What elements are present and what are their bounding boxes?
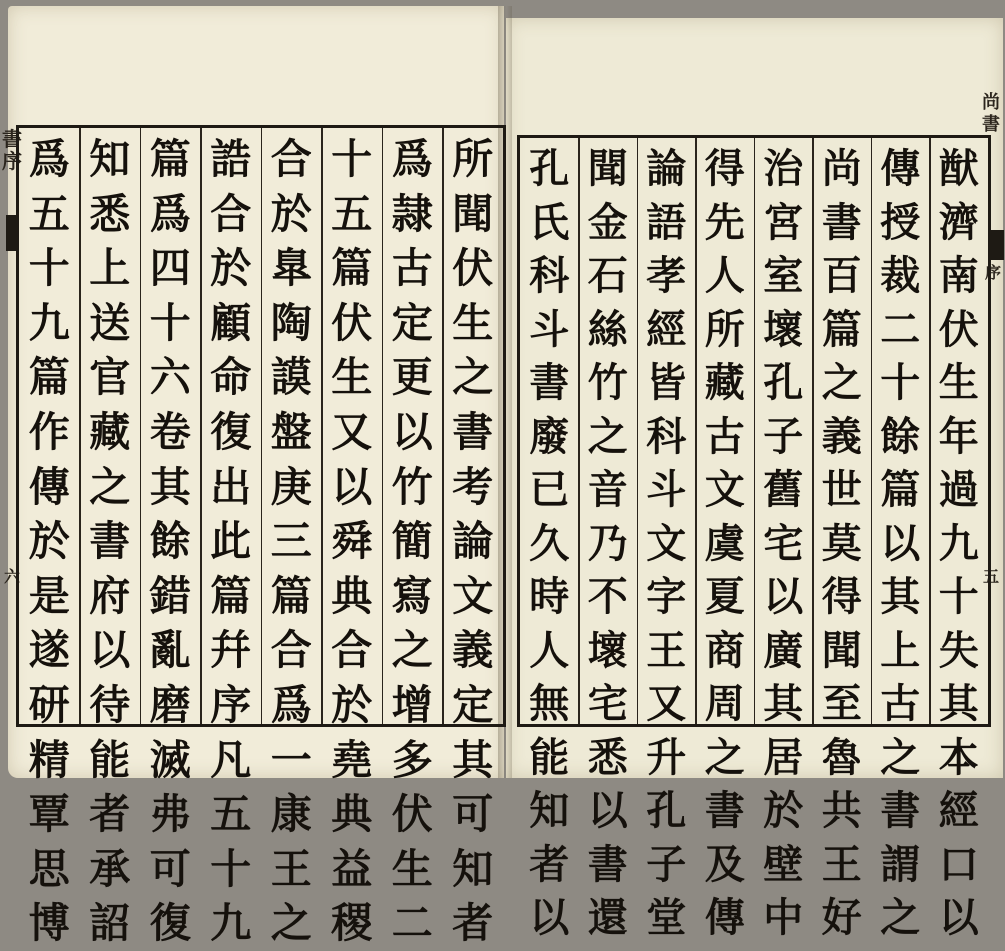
column-character: 書 bbox=[587, 840, 628, 888]
column-character: 藏 bbox=[89, 407, 131, 456]
column-character: 其 bbox=[149, 462, 191, 511]
column-character: 幷 bbox=[210, 626, 252, 675]
column-character: 篇 bbox=[880, 466, 921, 513]
column-character: 之 bbox=[880, 894, 921, 941]
column-character: 定 bbox=[452, 680, 494, 729]
column-character: 義 bbox=[452, 626, 494, 675]
column-character: 共 bbox=[821, 787, 862, 834]
left-page-number: 六 bbox=[3, 567, 20, 586]
column-divider bbox=[442, 128, 444, 724]
column-character: 生 bbox=[452, 298, 494, 347]
text-column bbox=[581, 142, 636, 945]
column-character: 誥 bbox=[210, 135, 252, 183]
text-column bbox=[384, 132, 441, 951]
column-character: 壞 bbox=[587, 626, 628, 674]
column-character: 五 bbox=[210, 790, 252, 839]
column-character: 復 bbox=[210, 407, 252, 456]
column-character: 以 bbox=[89, 626, 131, 675]
column-character: 寫 bbox=[391, 571, 433, 620]
column-character: 堯 bbox=[331, 735, 373, 784]
column-character: 合 bbox=[210, 189, 252, 238]
column-character: 遂 bbox=[28, 626, 70, 675]
column-character: 又 bbox=[646, 680, 687, 727]
text-column bbox=[324, 132, 381, 951]
column-character: 以 bbox=[587, 787, 628, 834]
text-column bbox=[445, 132, 502, 951]
column-character: 者 bbox=[452, 899, 494, 948]
column-divider bbox=[929, 138, 931, 724]
column-character: 九 bbox=[28, 298, 70, 347]
column-character: 此 bbox=[210, 517, 252, 566]
column-character: 王 bbox=[270, 844, 312, 893]
column-character: 其 bbox=[452, 735, 494, 784]
column-character: 三 bbox=[270, 517, 312, 566]
column-character: 所 bbox=[704, 305, 745, 353]
column-character: 王 bbox=[646, 626, 687, 674]
column-character: 出 bbox=[210, 462, 252, 511]
column-character: 篇 bbox=[149, 135, 191, 183]
column-character: 石 bbox=[587, 252, 628, 299]
column-divider bbox=[140, 128, 142, 724]
column-character: 世 bbox=[821, 466, 862, 513]
left-margin-marker bbox=[6, 215, 16, 251]
column-character: 科 bbox=[646, 412, 687, 460]
column-character: 好 bbox=[821, 894, 862, 941]
column-character: 虞 bbox=[704, 519, 745, 567]
column-character: 亂 bbox=[149, 626, 191, 675]
column-character: 多 bbox=[391, 735, 433, 784]
column-character: 爲 bbox=[391, 135, 433, 183]
column-character: 書 bbox=[529, 359, 570, 406]
column-character: 子 bbox=[763, 412, 804, 460]
column-character: 周 bbox=[704, 680, 745, 727]
column-character: 覃 bbox=[28, 790, 70, 839]
column-character: 孔 bbox=[646, 787, 687, 834]
column-character: 二 bbox=[391, 899, 433, 948]
column-character: 五 bbox=[28, 189, 70, 238]
column-character: 一 bbox=[270, 735, 312, 784]
column-character: 五 bbox=[331, 189, 373, 238]
column-character: 篇 bbox=[331, 244, 373, 293]
column-character: 悉 bbox=[89, 189, 131, 238]
column-divider bbox=[321, 128, 323, 724]
column-character: 莫 bbox=[821, 519, 862, 567]
column-character: 研 bbox=[28, 680, 70, 729]
column-character: 授 bbox=[880, 198, 921, 246]
column-character: 音 bbox=[587, 466, 628, 513]
column-divider bbox=[871, 138, 873, 724]
column-character: 可 bbox=[149, 844, 191, 893]
text-column bbox=[698, 142, 753, 945]
column-character: 知 bbox=[89, 135, 131, 183]
column-character: 王 bbox=[821, 840, 862, 888]
right-text-frame bbox=[517, 135, 991, 941]
column-character: 益 bbox=[331, 844, 373, 893]
column-character: 孔 bbox=[763, 359, 804, 406]
column-character: 書 bbox=[821, 198, 862, 246]
column-character: 可 bbox=[452, 790, 494, 839]
column-character: 斗 bbox=[646, 466, 687, 513]
column-character: 稷 bbox=[331, 899, 373, 948]
column-character: 者 bbox=[89, 790, 131, 839]
column-character: 簡 bbox=[391, 517, 433, 566]
column-character: 十 bbox=[880, 359, 921, 406]
column-character: 於 bbox=[270, 189, 312, 238]
column-character: 古 bbox=[880, 680, 921, 727]
right-page-side-label: 尚書 bbox=[982, 92, 1000, 135]
text-column bbox=[873, 142, 928, 945]
column-character: 府 bbox=[89, 571, 131, 620]
column-character: 得 bbox=[821, 573, 862, 620]
column-character: 傳 bbox=[704, 894, 745, 941]
column-character: 先 bbox=[704, 198, 745, 246]
column-character: 南 bbox=[938, 252, 979, 299]
column-character: 經 bbox=[938, 787, 979, 834]
column-character: 書 bbox=[452, 407, 494, 456]
column-character: 竹 bbox=[587, 359, 628, 406]
column-character: 篇 bbox=[270, 571, 312, 620]
column-character: 考 bbox=[452, 462, 494, 511]
column-character: 於 bbox=[28, 517, 70, 566]
column-character: 廢 bbox=[529, 412, 570, 460]
column-character: 口 bbox=[938, 840, 979, 888]
column-character: 伏 bbox=[331, 298, 373, 347]
column-character: 序 bbox=[210, 680, 252, 729]
column-character: 復 bbox=[149, 899, 191, 948]
column-character: 失 bbox=[938, 626, 979, 674]
column-character: 聞 bbox=[587, 145, 628, 192]
column-character: 四 bbox=[149, 244, 191, 293]
text-column bbox=[21, 132, 78, 951]
column-character: 謂 bbox=[880, 840, 921, 888]
column-character: 其 bbox=[880, 573, 921, 620]
column-character: 堂 bbox=[646, 894, 687, 941]
column-character: 悉 bbox=[587, 733, 628, 781]
column-character: 上 bbox=[89, 244, 131, 293]
column-character: 九 bbox=[210, 899, 252, 948]
column-character: 伏 bbox=[391, 790, 433, 839]
column-divider bbox=[578, 138, 580, 724]
column-character: 於 bbox=[210, 244, 252, 293]
column-character: 還 bbox=[587, 894, 628, 941]
column-character: 又 bbox=[331, 407, 373, 456]
column-divider bbox=[637, 138, 639, 724]
column-character: 於 bbox=[331, 680, 373, 729]
column-character: 承 bbox=[89, 844, 131, 893]
column-character: 以 bbox=[763, 573, 804, 620]
column-character: 年 bbox=[938, 412, 979, 460]
column-character: 無 bbox=[529, 680, 570, 727]
column-character: 隷 bbox=[391, 189, 433, 238]
column-character: 氏 bbox=[529, 198, 570, 246]
column-character: 乃 bbox=[587, 519, 628, 567]
column-divider bbox=[695, 138, 697, 724]
column-character: 宅 bbox=[587, 680, 628, 727]
column-character: 其 bbox=[938, 680, 979, 727]
column-character: 合 bbox=[270, 135, 312, 183]
column-character: 藏 bbox=[704, 359, 745, 406]
column-character: 居 bbox=[763, 733, 804, 781]
text-column bbox=[639, 142, 694, 945]
column-character: 滅 bbox=[149, 735, 191, 784]
column-character: 文 bbox=[646, 519, 687, 567]
column-character: 得 bbox=[704, 145, 745, 192]
column-character: 壁 bbox=[763, 840, 804, 888]
column-character: 官 bbox=[89, 353, 131, 402]
column-character: 過 bbox=[938, 466, 979, 513]
column-divider bbox=[261, 128, 263, 724]
column-character: 陶 bbox=[270, 298, 312, 347]
column-character: 命 bbox=[210, 353, 252, 402]
column-character: 濟 bbox=[938, 198, 979, 246]
column-character: 生 bbox=[391, 844, 433, 893]
column-character: 思 bbox=[28, 844, 70, 893]
column-character: 舊 bbox=[763, 466, 804, 513]
column-character: 能 bbox=[89, 735, 131, 784]
column-character: 是 bbox=[28, 571, 70, 620]
column-character: 篇 bbox=[210, 571, 252, 620]
column-character: 其 bbox=[763, 680, 804, 727]
right-page-side-label-bottom: 序 bbox=[984, 263, 1001, 282]
column-character: 古 bbox=[704, 412, 745, 460]
column-character: 及 bbox=[704, 840, 745, 888]
column-character: 上 bbox=[880, 626, 921, 674]
column-character: 金 bbox=[587, 198, 628, 246]
column-character: 宮 bbox=[763, 198, 804, 246]
column-character: 商 bbox=[704, 626, 745, 674]
column-character: 論 bbox=[646, 145, 687, 192]
column-character: 字 bbox=[646, 573, 687, 620]
column-character: 已 bbox=[529, 466, 570, 513]
column-character: 舜 bbox=[331, 517, 373, 566]
column-character: 待 bbox=[89, 680, 131, 729]
column-character: 爲 bbox=[270, 680, 312, 729]
column-character: 典 bbox=[331, 790, 373, 839]
text-column bbox=[263, 132, 320, 951]
column-character: 之 bbox=[704, 733, 745, 781]
column-character: 六 bbox=[149, 353, 191, 402]
right-page-number: 五 bbox=[982, 567, 999, 586]
column-character: 爲 bbox=[28, 135, 70, 183]
column-character: 伏 bbox=[452, 244, 494, 293]
text-column bbox=[522, 142, 577, 945]
column-character: 二 bbox=[880, 305, 921, 353]
column-character: 之 bbox=[821, 359, 862, 406]
column-character: 人 bbox=[704, 252, 745, 299]
column-character: 文 bbox=[452, 571, 494, 620]
column-character: 猷 bbox=[938, 145, 979, 192]
column-character: 本 bbox=[938, 733, 979, 781]
column-character: 書 bbox=[704, 787, 745, 834]
column-character: 精 bbox=[28, 735, 70, 784]
column-character: 錯 bbox=[149, 571, 191, 620]
column-character: 斗 bbox=[529, 305, 570, 353]
column-divider bbox=[200, 128, 202, 724]
column-character: 篇 bbox=[28, 353, 70, 402]
column-character: 合 bbox=[270, 626, 312, 675]
column-character: 文 bbox=[704, 466, 745, 513]
column-character: 餘 bbox=[880, 412, 921, 460]
column-divider bbox=[79, 128, 81, 724]
column-character: 詔 bbox=[89, 899, 131, 948]
column-character: 以 bbox=[391, 407, 433, 456]
column-character: 廣 bbox=[763, 626, 804, 674]
column-character: 經 bbox=[646, 305, 687, 353]
column-character: 知 bbox=[452, 844, 494, 893]
column-character: 以 bbox=[529, 894, 570, 941]
column-character: 更 bbox=[391, 353, 433, 402]
column-character: 餘 bbox=[149, 517, 191, 566]
column-character: 十 bbox=[28, 244, 70, 293]
column-character: 治 bbox=[763, 145, 804, 192]
left-page-side-label: 書序 bbox=[2, 127, 22, 173]
column-character: 皆 bbox=[646, 359, 687, 406]
column-character: 以 bbox=[938, 894, 979, 941]
column-character: 作 bbox=[28, 407, 70, 456]
column-character: 十 bbox=[331, 135, 373, 183]
column-character: 十 bbox=[149, 298, 191, 347]
column-character: 書 bbox=[880, 787, 921, 834]
column-character: 絲 bbox=[587, 305, 628, 353]
column-character: 傳 bbox=[880, 145, 921, 192]
column-character: 謨 bbox=[270, 353, 312, 402]
column-character: 臯 bbox=[270, 244, 312, 293]
column-character: 伏 bbox=[938, 305, 979, 353]
column-character: 知 bbox=[529, 787, 570, 834]
column-divider bbox=[754, 138, 756, 724]
column-divider bbox=[812, 138, 814, 724]
column-character: 者 bbox=[529, 840, 570, 888]
column-character: 久 bbox=[529, 519, 570, 567]
column-character: 升 bbox=[646, 733, 687, 781]
right-margin-marker bbox=[990, 230, 1004, 260]
column-character: 孔 bbox=[529, 145, 570, 192]
column-character: 夏 bbox=[704, 573, 745, 620]
column-character: 子 bbox=[646, 840, 687, 888]
column-character: 能 bbox=[529, 733, 570, 781]
column-character: 博 bbox=[28, 899, 70, 948]
column-character: 義 bbox=[821, 412, 862, 460]
column-character: 生 bbox=[331, 353, 373, 402]
column-character: 送 bbox=[89, 298, 131, 347]
column-character: 至 bbox=[821, 680, 862, 727]
column-character: 生 bbox=[938, 359, 979, 406]
column-character: 弗 bbox=[149, 790, 191, 839]
column-character: 增 bbox=[391, 680, 433, 729]
column-character: 之 bbox=[270, 899, 312, 948]
column-character: 顧 bbox=[210, 298, 252, 347]
column-character: 卷 bbox=[149, 407, 191, 456]
column-character: 磨 bbox=[149, 680, 191, 729]
column-character: 以 bbox=[880, 519, 921, 567]
column-character: 凡 bbox=[210, 735, 252, 784]
column-character: 百 bbox=[821, 252, 862, 299]
column-character: 裁 bbox=[880, 252, 921, 299]
text-column bbox=[142, 132, 199, 951]
column-character: 宅 bbox=[763, 519, 804, 567]
text-column bbox=[203, 132, 260, 951]
column-character: 合 bbox=[331, 626, 373, 675]
column-character: 於 bbox=[763, 787, 804, 834]
column-character: 竹 bbox=[391, 462, 433, 511]
column-character: 盤 bbox=[270, 407, 312, 456]
column-character: 科 bbox=[529, 252, 570, 299]
column-character: 九 bbox=[938, 519, 979, 567]
column-character: 魯 bbox=[821, 733, 862, 781]
column-character: 之 bbox=[880, 733, 921, 781]
text-column bbox=[815, 142, 870, 945]
column-character: 之 bbox=[89, 462, 131, 511]
column-character: 庚 bbox=[270, 462, 312, 511]
column-character: 定 bbox=[391, 298, 433, 347]
column-character: 康 bbox=[270, 790, 312, 839]
column-character: 所 bbox=[452, 135, 494, 183]
column-character: 不 bbox=[587, 573, 628, 620]
column-character: 篇 bbox=[821, 305, 862, 353]
column-character: 十 bbox=[938, 573, 979, 620]
column-character: 論 bbox=[452, 517, 494, 566]
column-divider bbox=[382, 128, 384, 724]
column-character: 之 bbox=[391, 626, 433, 675]
column-character: 中 bbox=[763, 894, 804, 941]
column-character: 之 bbox=[452, 353, 494, 402]
column-character: 室 bbox=[763, 252, 804, 299]
column-character: 尚 bbox=[821, 145, 862, 192]
left-text-frame bbox=[16, 125, 506, 948]
column-character: 爲 bbox=[149, 189, 191, 238]
text-column bbox=[82, 132, 139, 951]
column-character: 時 bbox=[529, 573, 570, 620]
column-character: 壞 bbox=[763, 305, 804, 353]
column-character: 以 bbox=[331, 462, 373, 511]
text-column bbox=[756, 142, 811, 945]
column-character: 孝 bbox=[646, 252, 687, 299]
column-character: 人 bbox=[529, 626, 570, 674]
column-character: 古 bbox=[391, 244, 433, 293]
text-column bbox=[932, 142, 987, 945]
column-character: 書 bbox=[89, 517, 131, 566]
column-character: 聞 bbox=[452, 189, 494, 238]
column-character: 典 bbox=[331, 571, 373, 620]
column-character: 聞 bbox=[821, 626, 862, 674]
column-character: 傳 bbox=[28, 462, 70, 511]
column-character: 語 bbox=[646, 198, 687, 246]
column-character: 之 bbox=[587, 412, 628, 460]
column-character: 十 bbox=[210, 844, 252, 893]
